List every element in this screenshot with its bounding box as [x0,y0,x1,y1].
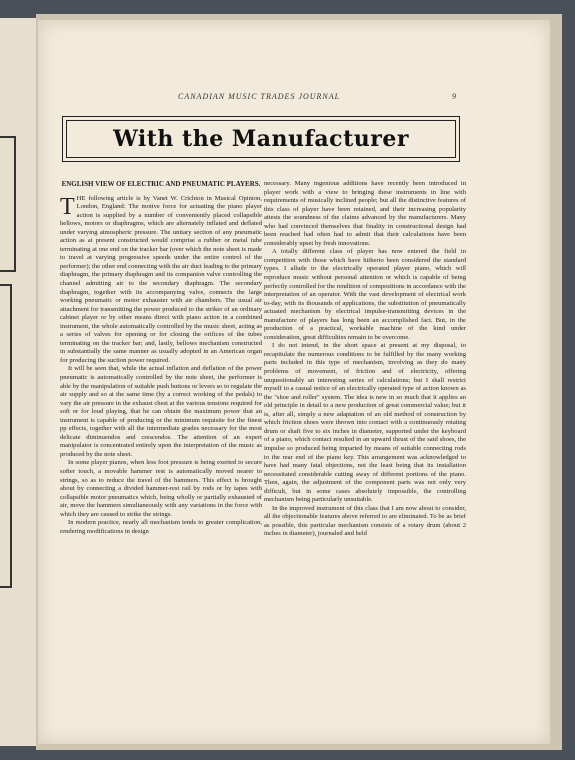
drop-cap: T [60,193,75,220]
left-column [60,180,262,536]
section-banner [62,116,460,162]
paragraph: In modern practice, nearly all mechanism tends to greater complication, rendering modifications in design [60,519,262,535]
journal-page [38,20,550,744]
section-title: With the Manufacturer [113,126,409,152]
previous-page-edge [0,18,38,746]
previous-page-border-box-lower [0,284,12,588]
article-heading: ENGLISH VIEW OF ELECTRIC AND PNEUMATIC PLAYERS. [61,180,261,188]
right-column [264,180,466,539]
paragraph: In some player pianos, when less foot pressure is being exerted to secure softer touch, a movable hammer rest is automatically moved nearer to strings, so as to reduce the travel of the hammers. This effect is brought about by connecting a divided hammer-rest rail by rods or by tapes with collapsible motor pneumatics which, being wholly or partially exhausted of air, move the hammers simultaneously with any variations in the force with which they are caused to strike the strings. [60,459,262,518]
running-head-title: CANADIAN MUSIC TRADES JOURNAL [178,92,341,101]
paragraph: I do not intend, in the short space at present at my disposal, to recapitulate the numerous conditions to be fulfilled by the many working parts included in this type of mechanism, involving as they do many problems of movement, of friction and of electricity, offering unquestionably an interesting series of calculations; but I shall restrict myself to a casual notice of an electrically operated type of action known as the "shoe and roller" system. The idea is new in so much that it applies an old principle in detail to a new production of great commercial value; but it is, after all, simply a new adaptation of an old method of construction by which friction shoes were thrown into contact with a continuously rotating drum or shaft five to six inches in diameter, supported under the keyboard of a piano, which contact resulted in an upward thrust of the said shoes, the impulse so produced being imparted by means of suitable connecting rods to the rear end of the piano key. This arrangement was acknowledged to have had many fatal objections, not the least being that its installation necessitated considerable cutting away of different portions of the piano. Then, again, the adjustment of the component parts was not only very difficult, but in some cases absolutely impossible, the controlling mechanism being particularly unsuitable. [264,342,466,504]
section-banner-inner [66,120,456,158]
paragraph [60,195,262,366]
paragraph-text: HE following article is by Vanet W. Crichton in Musical Opinion, London, England: The motive force for actuating the piano player action is supplied by a number of conveniently placed collapsible bellows, motors or diaphragms, which are alternately inflated and deflated under varying atmospheric pressure. The unitary section of any pneumatic action as at present constructed would comprise a rubber or metal tube terminating at one end on the tracker bar (over which the note sheet is made to travel at varying progressive speeds under the entire control of the performer); the other end connecting with the air duct leading to the primary diaphragm, the primary diaphragm and its companion valve controlling the channel admitting air to the secondary diaphragm. The secondary diaphragm, together with its accompanying valve, connects the large working pneumatic or motor exhauster with air chambers. The usual air attachment for transmitting the power produced to the striker of an ordinary cabinet player or by other means direct with piano action in a combined instrument, the whole automatically controlled by the music sheet, acting as a series of valves for opening or for closing the orifices of the tubes terminating on the tracker bar; and, lastly, bellows mechanism constructed in substantially the same manner as usually adopted in an American organ for producing the suction power required. [60,194,262,364]
paragraph: necessary. Many ingenious additions have recently been introduced in player work with a view to bringing these instruments in line with requirements of musically inclined people; but all the distinctive features of this class of player have been retained, and their increasing popularity attests the soundness of the claims advanced by the manufacturers. Many who had convinced themselves that finality in constructional design had been reached had often had to admit that their calculations have been considerably upset by fresh innovations. [264,180,466,247]
paragraph: It will be seen that, while the actual inflation and deflation of the power pneumatic is automatically controlled by the note sheet, the performer is able by the manipulation of suitable push buttons or levers so to regulate the air supply and so at the same time (by a correct working of the pedals) to vary the air pressure in the exhaust chest at the various tensions required for soft or for loud playing, that he can obtain the maximum power that an instrument is capable of producing or the minimum requisite for the finest pp effects, together with all the intermediate grades necessary for the most delicate diminuendos and crescendos. The attention of an expert manipulator is concentrated entirely upon the interpretation of the music as produced by the note sheet. [60,365,262,458]
previous-page-border-box [0,136,16,272]
page-number: 9 [452,92,457,101]
paragraph: A totally different class of player has now entered the field in competition with those which have hitherto been considered the standard types. I allude to the electrically operated player piano, which will reproduce music without personal attention or which is capable of being perfectly controlled for the rendition of compositions in accordance with the interpretation of an operator. With the vast development of electrical work to-day, with its thousands of applications, the substitution of pneumatically actuated mechanism by electrical impulse-transmitting devices in the manufacture of players has long been an accomplished fact. But, in the production of a practical, workable machine of the kind under consideration, great difficulties remain to be overcome. [264,248,466,341]
paragraph: In the improved instrument of this class that I am now about to consider, all the objectionable features above referred to are eliminated. To be as brief as possible, this particular mechanism consists of a rotary drum (about 2 inches in diameter), journaled and held [264,504,466,538]
